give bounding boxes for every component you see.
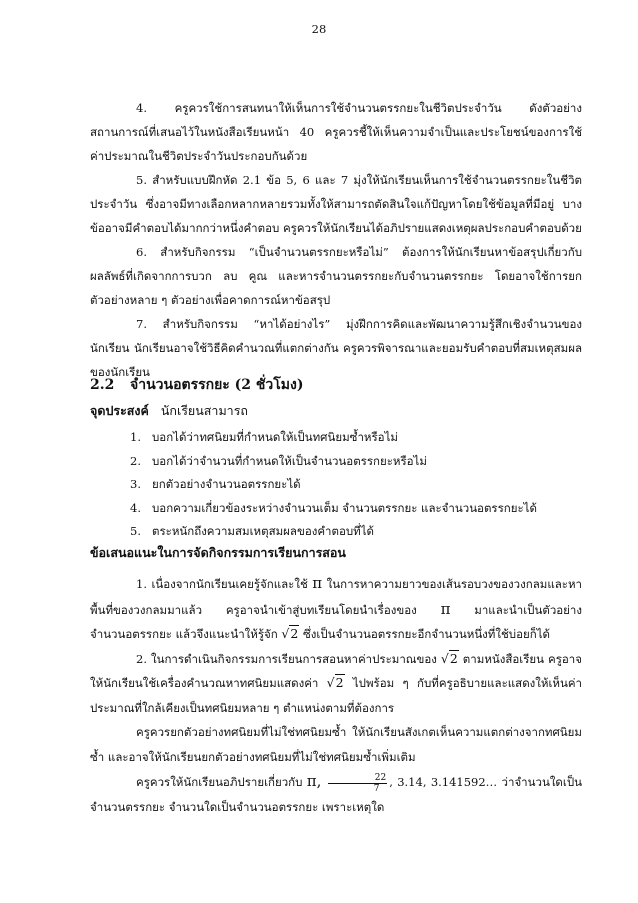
list-item: 1. บอกได้ว่าทศนิยมที่กำหนดให้เป็นทศนิยมซ้ำหรือไม่ [130,430,398,444]
objective-text: บอกความเกี่ยวข้องระหว่างจำนวนเต็ม จำนวนตรรกยะ และจำนวนอตรรกยะได้ [152,500,537,515]
objectives-heading [90,401,248,421]
paragraph-6: 6. สำหรับกิจกรรม “เป็นจำนวนตรรกยะหรือไม่” ต้องการให้นักเรียนหาข้อสรุปเกี่ยวกับผลลัพธ์ที่เกิดจากการบวก ลบ คูณ และหารจำนวนตรรกยะกับจำนวนตรรกยะ โดยอาจใช้การยกตัวอย่างหลาย ๆ ตัวอย่างเพื่อคาดการณ์หาข้อสรุป [90,245,582,307]
section-title: จำนวนอตรรกยะ (2 ชั่วโมง) [130,377,304,393]
sqrt-expression: √2 [440,650,458,666]
list-item: 2. บอกได้ว่าจำนวนที่กำหนดให้เป็นจำนวนอตรรกยะหรือไม่ [130,453,427,468]
suggestion-paragraph-2: 2. ในการดำเนินกิจกรรมการเรียนการสอนหาค่าประมาณของ √2 ตามหนังสือเรียน ครูอาจให้นักเรียนใช้เครื่องคำนวณหาทศนิยมแสดงค่า √2 ไปพร้อม ๆ กับที่ครูอธิบายและแสดงให้เห็นค่าประมาณที่ใกล้เคียงเป็นทศนิยมหลาย ๆ ตำแหน่งตามที่ต้องการ [90,650,582,715]
section-heading [90,374,304,396]
objective-text: ยกตัวอย่างจำนวนอตรรกยะได้ [152,477,301,491]
sqrt-expression: √2 [281,626,299,641]
suggestions-section [90,571,582,819]
section-number: 2.2 [90,377,115,393]
suggestion-paragraph-1: 1. เนื่องจากนักเรียนเคยรู้จักและใช้ π ในการหาความยาวของเส้นรอบวงของวงกลมและหาพื้นที่ของวงกลมมาแล้ว ครูอาจนำเข้าสู่บทเรียนโดยนำเรื่องของ π มาและนำเป็นตัวอย่างจำนวนอตรรกยะ แล้วจึงแนะนำให้รู้จัก √2 ซึ่งเป็นจำนวนอตรรกยะอีกจำนวนหนึ่งที่ใช้บ่อยก็ได้ [90,574,582,641]
suggestion-paragraph-3: ครูควรยกตัวอย่างทศนิยมที่ไม่ใช่ทศนิยมซ้ำ ให้นักเรียนสังเกตเห็นความแตกต่างจากทศนิยมซ้ำ และอาจให้นักเรียนยกตัวอย่างทศนิยมที่ไม่ใช่ทศนิยมซ้ำเพิ่มเติม [90,725,582,764]
list-item: 4. บอกความเกี่ยวข้องระหว่างจำนวนเต็ม จำนวนตรรกยะ และจำนวนอตรรกยะได้ [130,500,537,515]
paragraph-4: 4. ครูควรใช้การสนทนาให้เห็นการใช้จำนวนตรรกยะในชีวิตประจำวัน ดังตัวอย่างสถานการณ์ที่เสนอไว้ในหนังสือเรียนหน้า 40 ครูควรชี้ให้เห็นความจำเป็นและประโยชน์ของการใช้ค่าประมาณในชีวิตประจำวันประกอบกันด้วย [90,101,582,163]
objectives-lead: นักเรียนสามารถ [160,403,248,418]
objective-text: บอกได้ว่าทศนิยมที่กำหนดให้เป็นทศนิยมซ้ำหรือไม่ [152,430,398,444]
objective-text: ตระหนักถึงความสมเหตุสมผลของคำตอบที่ได้ [152,524,374,538]
paragraph-7: 7. สำหรับกิจกรรม “หาได้อย่างไร” มุ่งฝึกการคิดและพัฒนาความรู้สึกเชิงจำนวนของนักเรียน นักเรียนอาจใช้วิธีคิดคำนวณที่แตกต่างกัน ครูควรพิจารณาและยอมรับคำตอบที่สมเหตุสมผลของนักเรียน [90,317,582,379]
list-item: 3. ยกตัวอย่างจำนวนอตรรกยะได้ [130,477,301,491]
pi-symbol: π [440,599,451,618]
suggestion-paragraph-4: ครูควรให้นักเรียนอภิปรายเกี่ยวกับ π, $\frac{22}{7}$ , 3.14, 3.141592… ว่าจำนวนใดเป็นจำนวนตรรกยะ จำนวนใดเป็นจำนวนอตรรกยะ เพราะเหตุใด [90,772,582,814]
objective-text: บอกได้ว่าจำนวนที่กำหนดให้เป็นจำนวนอตรรกยะหรือไม่ [152,453,427,468]
page-number: 28 [311,22,327,36]
paragraph-5: 5. สำหรับแบบฝึกหัด 2.1 ข้อ 5, 6 และ 7 มุ่งให้นักเรียนเห็นการใช้จำนวนตรรกยะในชีวิตประจำวัน ซึ่งอาจมีทางเลือกหลากหลายรวมทั้งให้สามารถตัดสินใจแก้ปัญหาโดยใช้ข้อมูลที่มีอยู่ บางข้ออาจมีคำตอบได้มากกว่าหนึ่งคำตอบ ครูควรให้นักเรียนได้อภิปรายแสดงเหตุผลประกอบคำตอบด้วย [90,173,582,235]
objectives-list [130,426,537,544]
sqrt-expression: √2 [326,675,344,690]
pi-symbol: π, [306,772,322,790]
pi-symbol: π [312,574,323,592]
list-item: 5. ตระหนักถึงความสมเหตุสมผลของคำตอบที่ได้ [130,524,374,538]
objectives-label: จุดประสงค์ [90,403,149,418]
fraction: $\frac{22}{7}$ [328,773,387,794]
intro-section [90,96,582,384]
suggestions-heading: ข้อเสนอแนะในการจัดกิจกรรมการเรียนการสอน [90,545,346,560]
